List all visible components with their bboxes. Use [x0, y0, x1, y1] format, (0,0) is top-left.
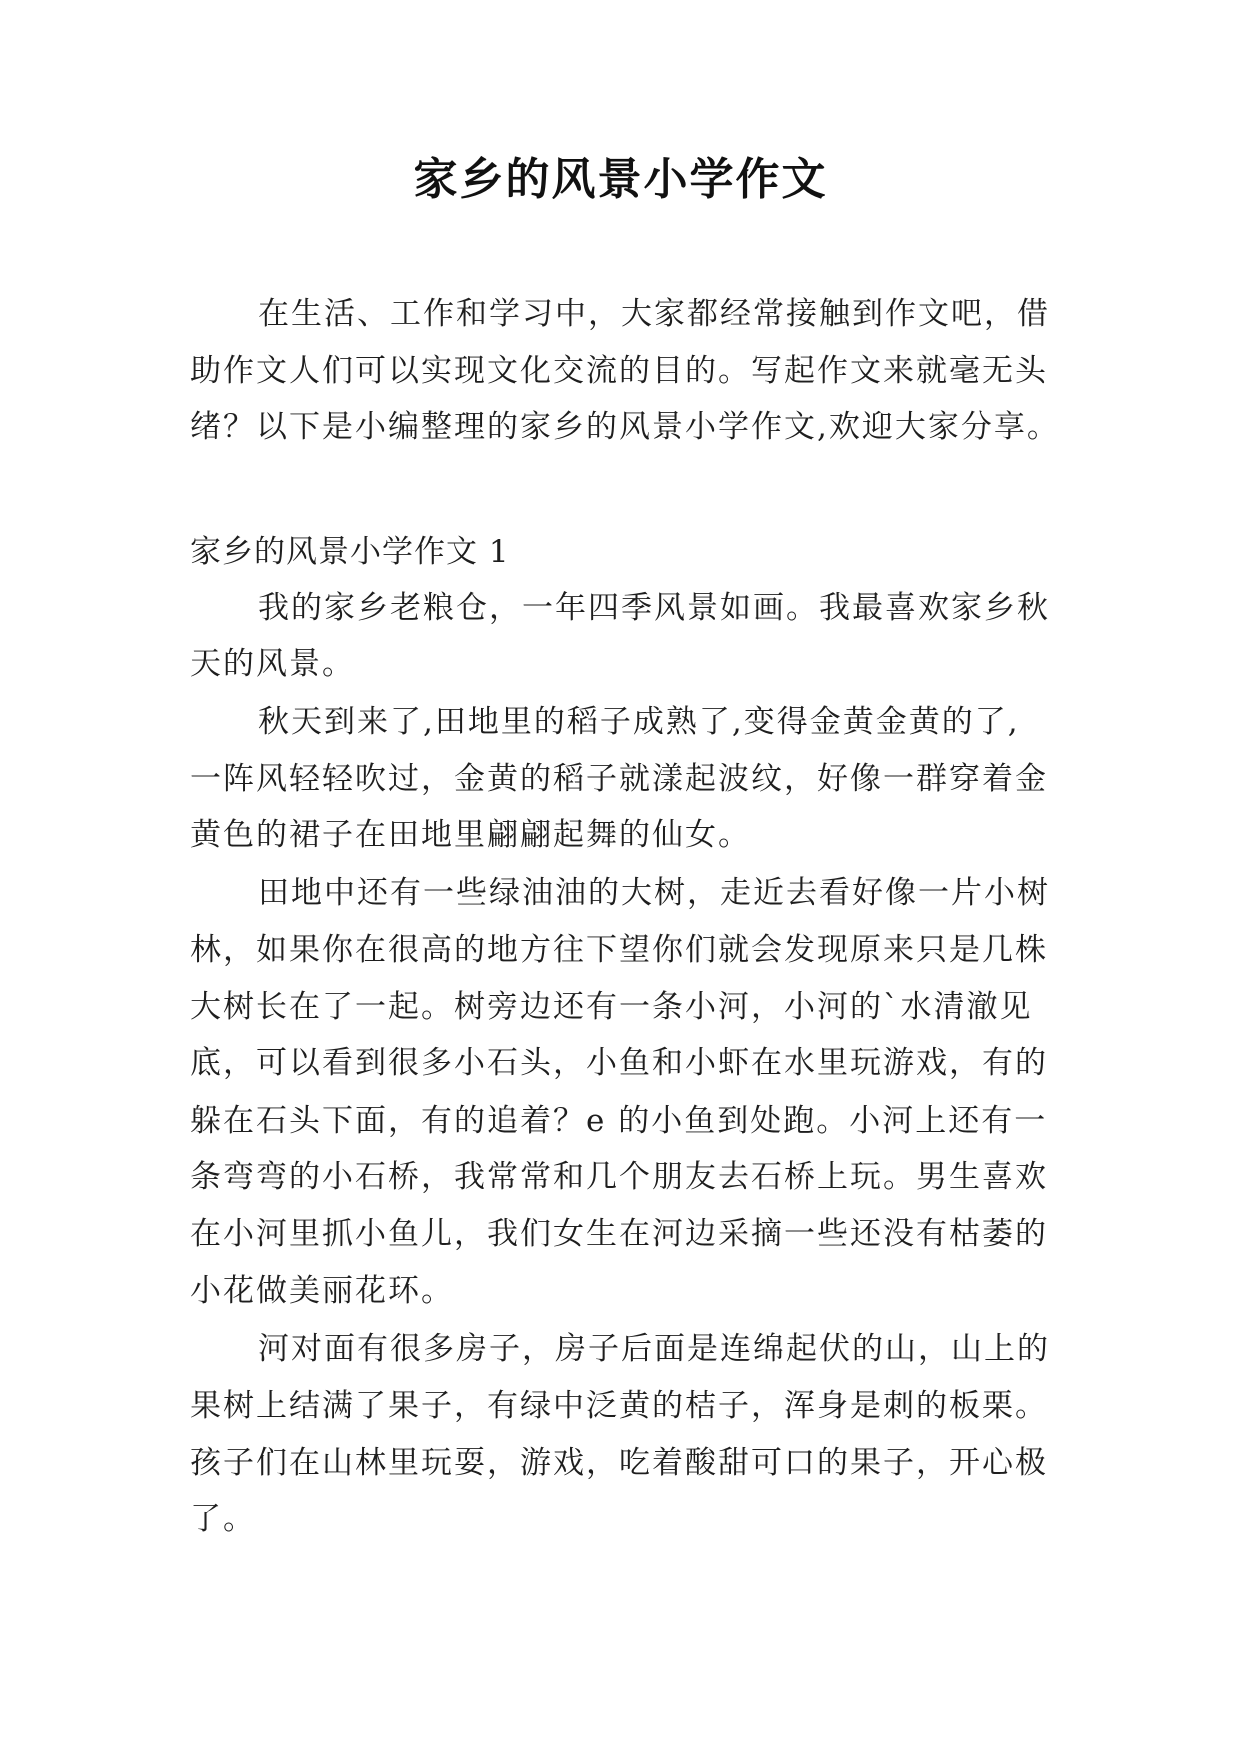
- document-title: 家乡的风景小学作文: [413, 154, 828, 205]
- section-heading: 家乡的风景小学作文 1: [190, 534, 510, 570]
- intro-line-1: 在生活、工作和学习中，大家都经常接触到作文吧，借: [258, 296, 1050, 332]
- body-line: 林，如果你在很高的地方往下望你们就会发现原来只是几株: [190, 932, 1048, 968]
- body-line: 一阵风轻轻吹过，金黄的稻子就漾起波纹，好像一群穿着金: [190, 761, 1048, 797]
- body-line: 孩子们在山林里玩耍，游戏，吃着酸甜可口的果子，开心极: [190, 1445, 1048, 1481]
- body-line: 黄色的裙子在田地里翩翩起舞的仙女。: [190, 817, 751, 853]
- body-line: 小花做美丽花环。: [190, 1273, 454, 1309]
- body-line: 河对面有很多房子，房子后面是连绵起伏的山，山上的: [258, 1331, 1050, 1367]
- intro-line-2: 助作文人们可以实现文化交流的目的。写起作文来就毫无头: [190, 353, 1048, 389]
- intro-line-3: 绪？以下是小编整理的家乡的风景小学作文,欢迎大家分享。: [190, 409, 1060, 445]
- body-line: 躲在石头下面，有的追着？e 的小鱼到处跑。小河上还有一: [190, 1103, 1048, 1139]
- body-line: 条弯弯的小石桥，我常常和几个朋友去石桥上玩。男生喜欢: [190, 1159, 1048, 1195]
- body-line: 了。: [190, 1501, 256, 1537]
- body-line: 田地中还有一些绿油油的大树，走近去看好像一片小树: [258, 875, 1050, 911]
- body-line: 底，可以看到很多小石头，小鱼和小虾在水里玩游戏，有的: [190, 1045, 1048, 1081]
- body-line: 果树上结满了果子，有绿中泛黄的桔子，浑身是刺的板栗。: [190, 1388, 1048, 1424]
- body-line: 天的风景。: [190, 646, 355, 682]
- body-line: 我的家乡老粮仓，一年四季风景如画。我最喜欢家乡秋: [258, 590, 1050, 626]
- body-line: 秋天到来了,田地里的稻子成熟了,变得金黄金黄的了,: [258, 704, 1020, 740]
- body-line: 大树长在了一起。树旁边还有一条小河，小河的`水清澈见: [190, 989, 1033, 1025]
- body-line: 在小河里抓小鱼儿，我们女生在河边采摘一些还没有枯萎的: [190, 1216, 1048, 1252]
